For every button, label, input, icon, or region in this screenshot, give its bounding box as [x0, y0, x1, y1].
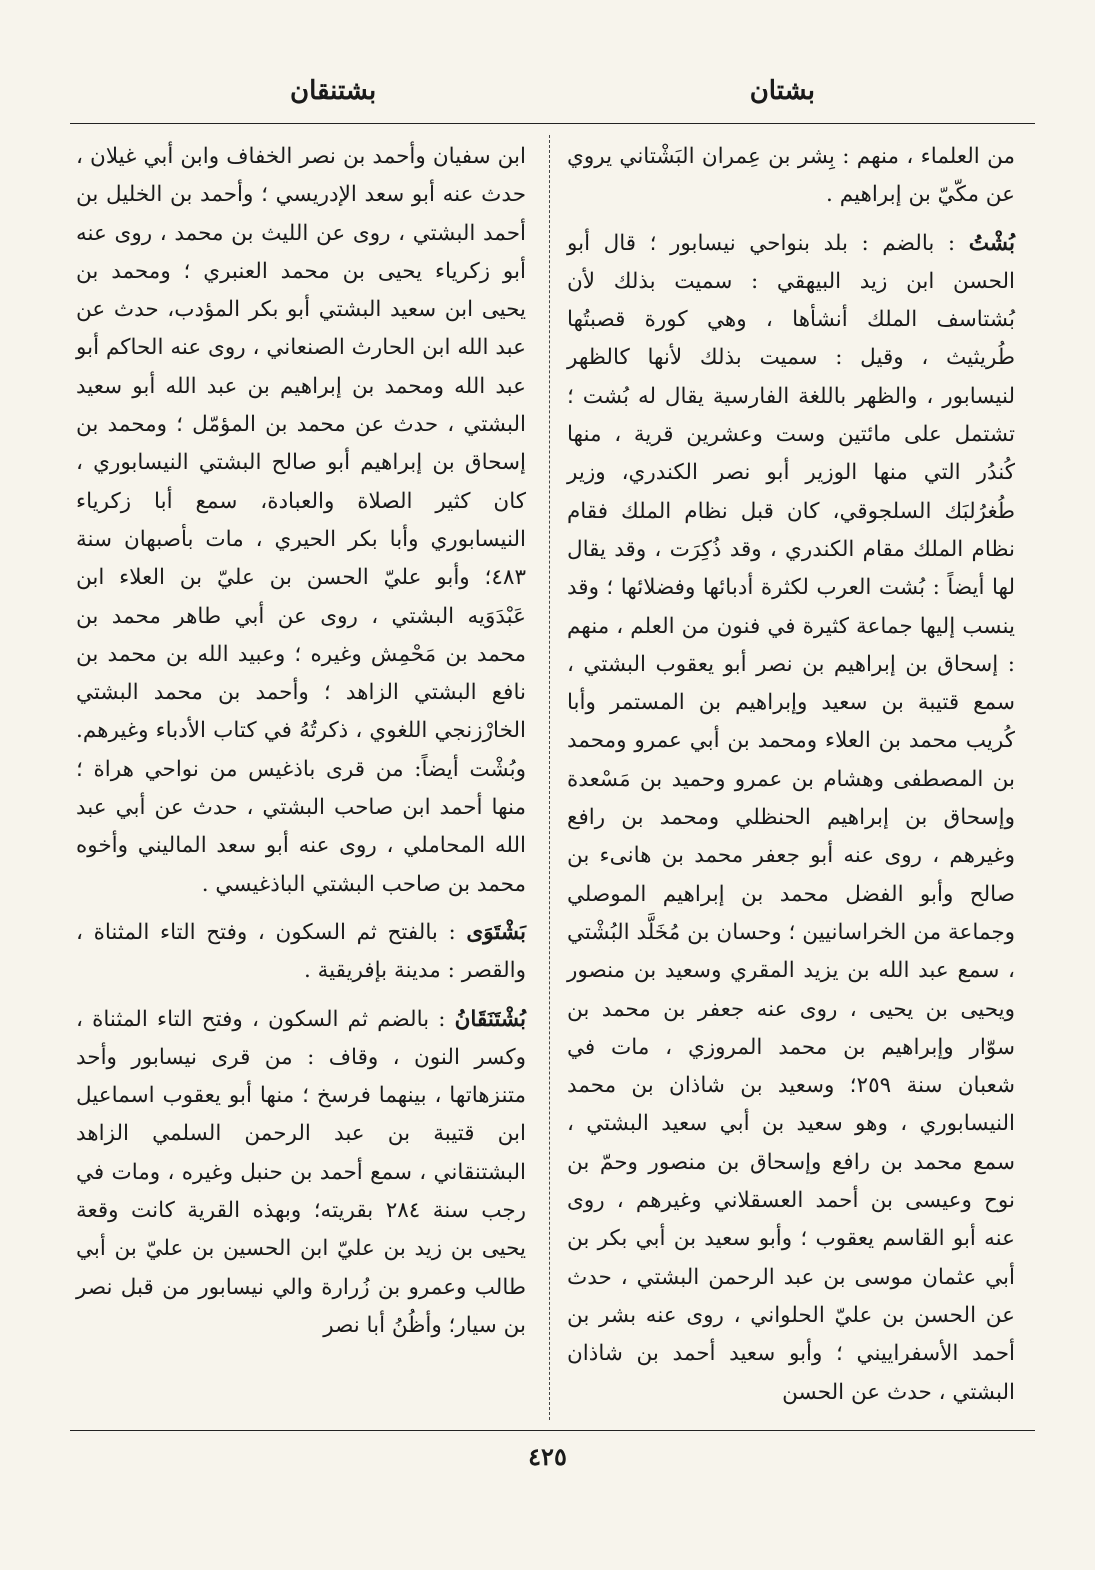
- headword-bashtawa: بَشْتَوَى: [466, 919, 526, 945]
- bottom-rule: [70, 1430, 1035, 1431]
- left-column: [76, 138, 526, 1428]
- header-title-right: بشتان: [749, 76, 815, 106]
- headword-bosht: بُشْتُ: [968, 230, 1015, 256]
- paragraph-continuation: من العلماء ، منهم : بِشر بن عِمران البَشْتاني يروي عن مكّيّ بن إبراهيم .: [567, 144, 1015, 208]
- top-rule: [70, 123, 1035, 124]
- page-number: ٤٢٥: [528, 1442, 567, 1471]
- header-title-left: بشتنقان: [290, 76, 377, 106]
- entry-boshtanqan: [76, 1001, 526, 1346]
- running-header: [70, 76, 1025, 116]
- headword-boshtanqan: بُشْتَنَقَانُ: [454, 1006, 526, 1032]
- entry-text-boshtanqan: : بالضم ثم السكون ، وفتح التاء المثناة ، وكسر النون ، وقاف : من قرى نيسابور وأحد متنزهاتها ، بينهما فرسخ ؛ منها أبو يعقوب اسماعيل ابن قتيبة بن عبد الرحمن السلمي الزاهد البشتنقاني ، سمع أحمد بن حنبل وغيره ، ومات في رجب سنة ٢٨٤ بقريته؛ وبهذه القرية كانت وقعة يحيى بن زيد بن عليّ ابن الحسين بن عليّ بن أبي طالب وعمرو بن زُرارة والي نيسابور من قبل نصر بن سيار؛ وأظُنُ أبا نصر: [76, 1006, 526, 1338]
- entry-bosht: [567, 225, 1015, 1412]
- right-column: [567, 138, 1015, 1428]
- entry-text-bashtawa: : بالفتح ثم السكون ، وفتح التاء المثناة ، والقصر : مدينة بإفريقية .: [76, 919, 526, 984]
- paragraph-continuation-left: ابن سفيان وأحمد بن نصر الخفاف وابن أبي غيلان ، حدث عنه أبو سعد الإدريسي ؛ وأحمد بن الخليل بن أحمد البشتي ، روى عن الليث بن محمد ، روى عنه أبو زكرياء يحيى بن محمد العنبري ؛ ومحمد بن يحيى ابن سعيد البشتي أبو بكر المؤدب، حدث عن عبد الله ابن الحارث الصنعاني ، روى عنه الحاكم أبو عبد الله ومحمد بن إبراهيم بن عبد الله أبو سعيد البشتي ، حدث عن محمد بن المؤمّل ؛ ومحمد بن إسحاق بن إبراهيم أبو صالح البشتي النيسابوري ، كان كثير الصلاة والعبادة، سمع أبا زكرياء النيسابوري وأبا بكر الحيري ، مات بأصبهان سنة ٤٨٣؛ وأبو عليّ الحسن بن عليّ بن العلاء ابن عَبْدَوَيه البشتي ، روى عن أبي طاهر محمد بن محمد بن مَحْمِش وغيره ؛ وعبيد الله بن محمد بن نافع البشتي الزاهد ؛ وأحمد بن محمد البشتي الخارْزنجي اللغوي ، ذكرتُهُ في كتاب الأدباء وغيرهم. وبُشْت أيضاً: من قرى باذغيس من نواحي هراة ؛ منها أحمد ابن صاحب البشتي ، حدث عن أبي عبد الله المحاملي ، روى عنه أبو سعد الماليني وأخوه محمد بن صاحب البشتي الباذغيسي .: [76, 144, 526, 897]
- entry-bashtawa: [76, 914, 526, 991]
- entry-text-bosht: : بالضم : بلد بنواحي نيسابور ؛ قال أبو الحسن ابن زيد البيهقي : سميت بذلك لأن بُشتاسف الملك أنشأها ، وهي كورة قصبتُها طُريثيث ، وقيل : سميت بذلك لأنها كالظهر لنيسابور ، والظهر باللغة الفارسية يقال له بُشت ؛ تشتمل على مائتين وست وعشرين قرية ، منها كُندُر التي منها الوزير أبو نصر الكندري، وزير طُغرُلبَك السلجوقي، كان قبل نظام الملك فقام نظام الملك مقام الكندري ، وقد ذُكِرَت ، وقد يقال لها أيضاً : بُشت العرب لكثرة أدبائها وفضلائها ؛ وقد ينسب إليها جماعة كثيرة في فنون من العلم ، منهم : إسحاق بن إبراهيم بن نصر أبو يعقوب البشتي ، سمع قتيبة بن سعيد وإبراهيم بن المستمر وأبا كُريب محمد بن العلاء ومحمد بن أبي عمرو ومحمد بن المصطفى وهشام بن عمرو وحميد بن مَسْعدة وإسحاق بن إبراهيم الحنظلي ومحمد بن رافع وغيرهم ، روى عنه أبو جعفر محمد بن هانىء بن صالح وأبو الفضل محمد بن إبراهيم الموصلي وجماعة من الخراسانيين ؛ وحسان بن مُخَلَّد البُشْتي ، سمع عبد الله بن يزيد المقري وسعيد بن منصور ويحيى بن يحيى ، روى عنه جعفر بن محمد بن سوّار وإبراهيم بن محمد المروزي ، مات في شعبان سنة ٢٥٩؛ وسعيد بن شاذان بن محمد النيسابوري ، وهو سعيد بن أبي سعيد البشتي ، سمع محمد بن رافع وإسحاق بن منصور وحمّ بن نوح وعيسى بن أحمد العسقلاني وغيرهم ، روى عنه أبو القاسم يعقوب ؛ وأبو سعيد بن أبي بكر بن أبي عثمان موسى بن عبد الرحمن البشتي ، حدث عن الحسن بن عليّ الحلواني ، روى عنه بشر بن أحمد الأسفراييني ؛ وأبو سعيد أحمد بن شاذان البشتي ، حدث عن الحسن: [567, 230, 1015, 1405]
- column-divider: [549, 135, 550, 1420]
